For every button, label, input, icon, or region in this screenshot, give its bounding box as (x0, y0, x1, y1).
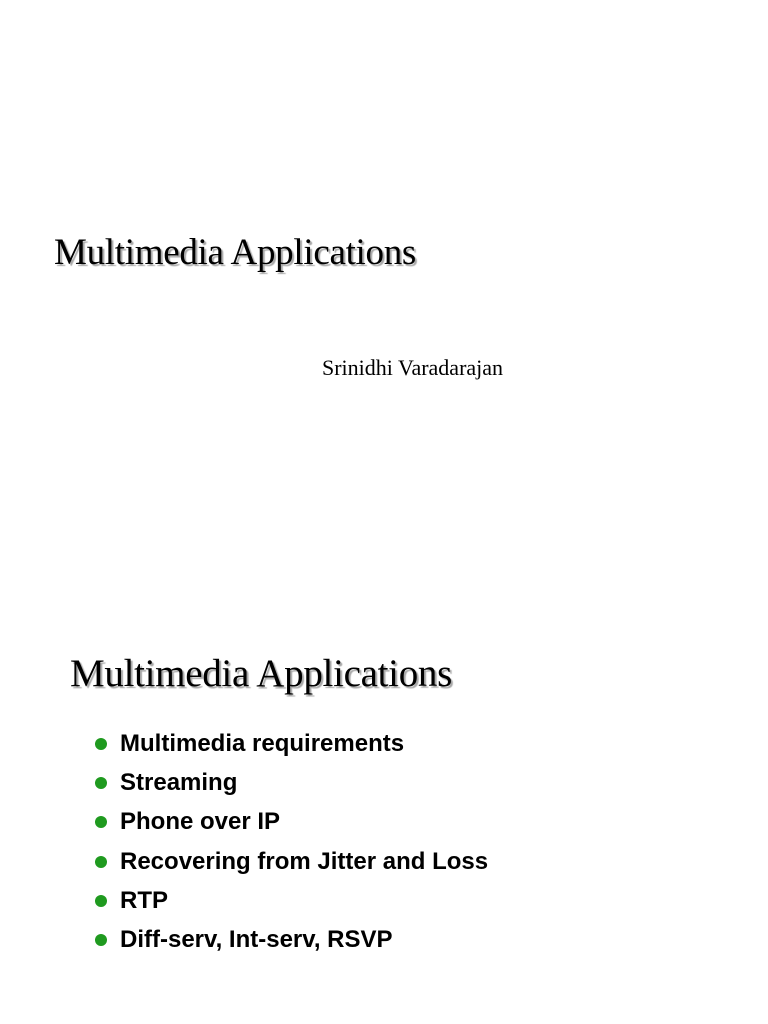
bullet-dot-icon (95, 895, 107, 907)
bullet-dot-icon (95, 816, 107, 828)
bullet-item (94, 803, 488, 842)
bullet-text: Recovering from Jitter and Loss (120, 847, 489, 875)
author-name: Srinidhi Varadarajan (322, 355, 504, 380)
bullet-dot-icon (95, 777, 107, 789)
bullet-text: RTP (120, 886, 168, 914)
bullet-text: Streaming (120, 768, 238, 796)
bullet-item (94, 881, 488, 920)
bullet-text: Diff-serv, Int-serv, RSVP (120, 926, 393, 954)
bullet-item (94, 842, 488, 881)
outline-slide (0, 512, 768, 1024)
bullet-dot-icon (95, 934, 107, 946)
bullet-dot-icon (95, 738, 107, 750)
bullet-text: Phone over IP (120, 808, 281, 836)
bullet-dot-icon (95, 856, 107, 868)
slide-title: Multimedia Applications (54, 232, 417, 273)
bullet-item (94, 920, 488, 959)
bullet-list (94, 724, 488, 960)
slide-title: Multimedia Applications (70, 652, 452, 695)
bullet-text: Multimedia requirements (120, 729, 405, 757)
bullet-item (94, 724, 488, 763)
bullet-item (94, 763, 488, 802)
